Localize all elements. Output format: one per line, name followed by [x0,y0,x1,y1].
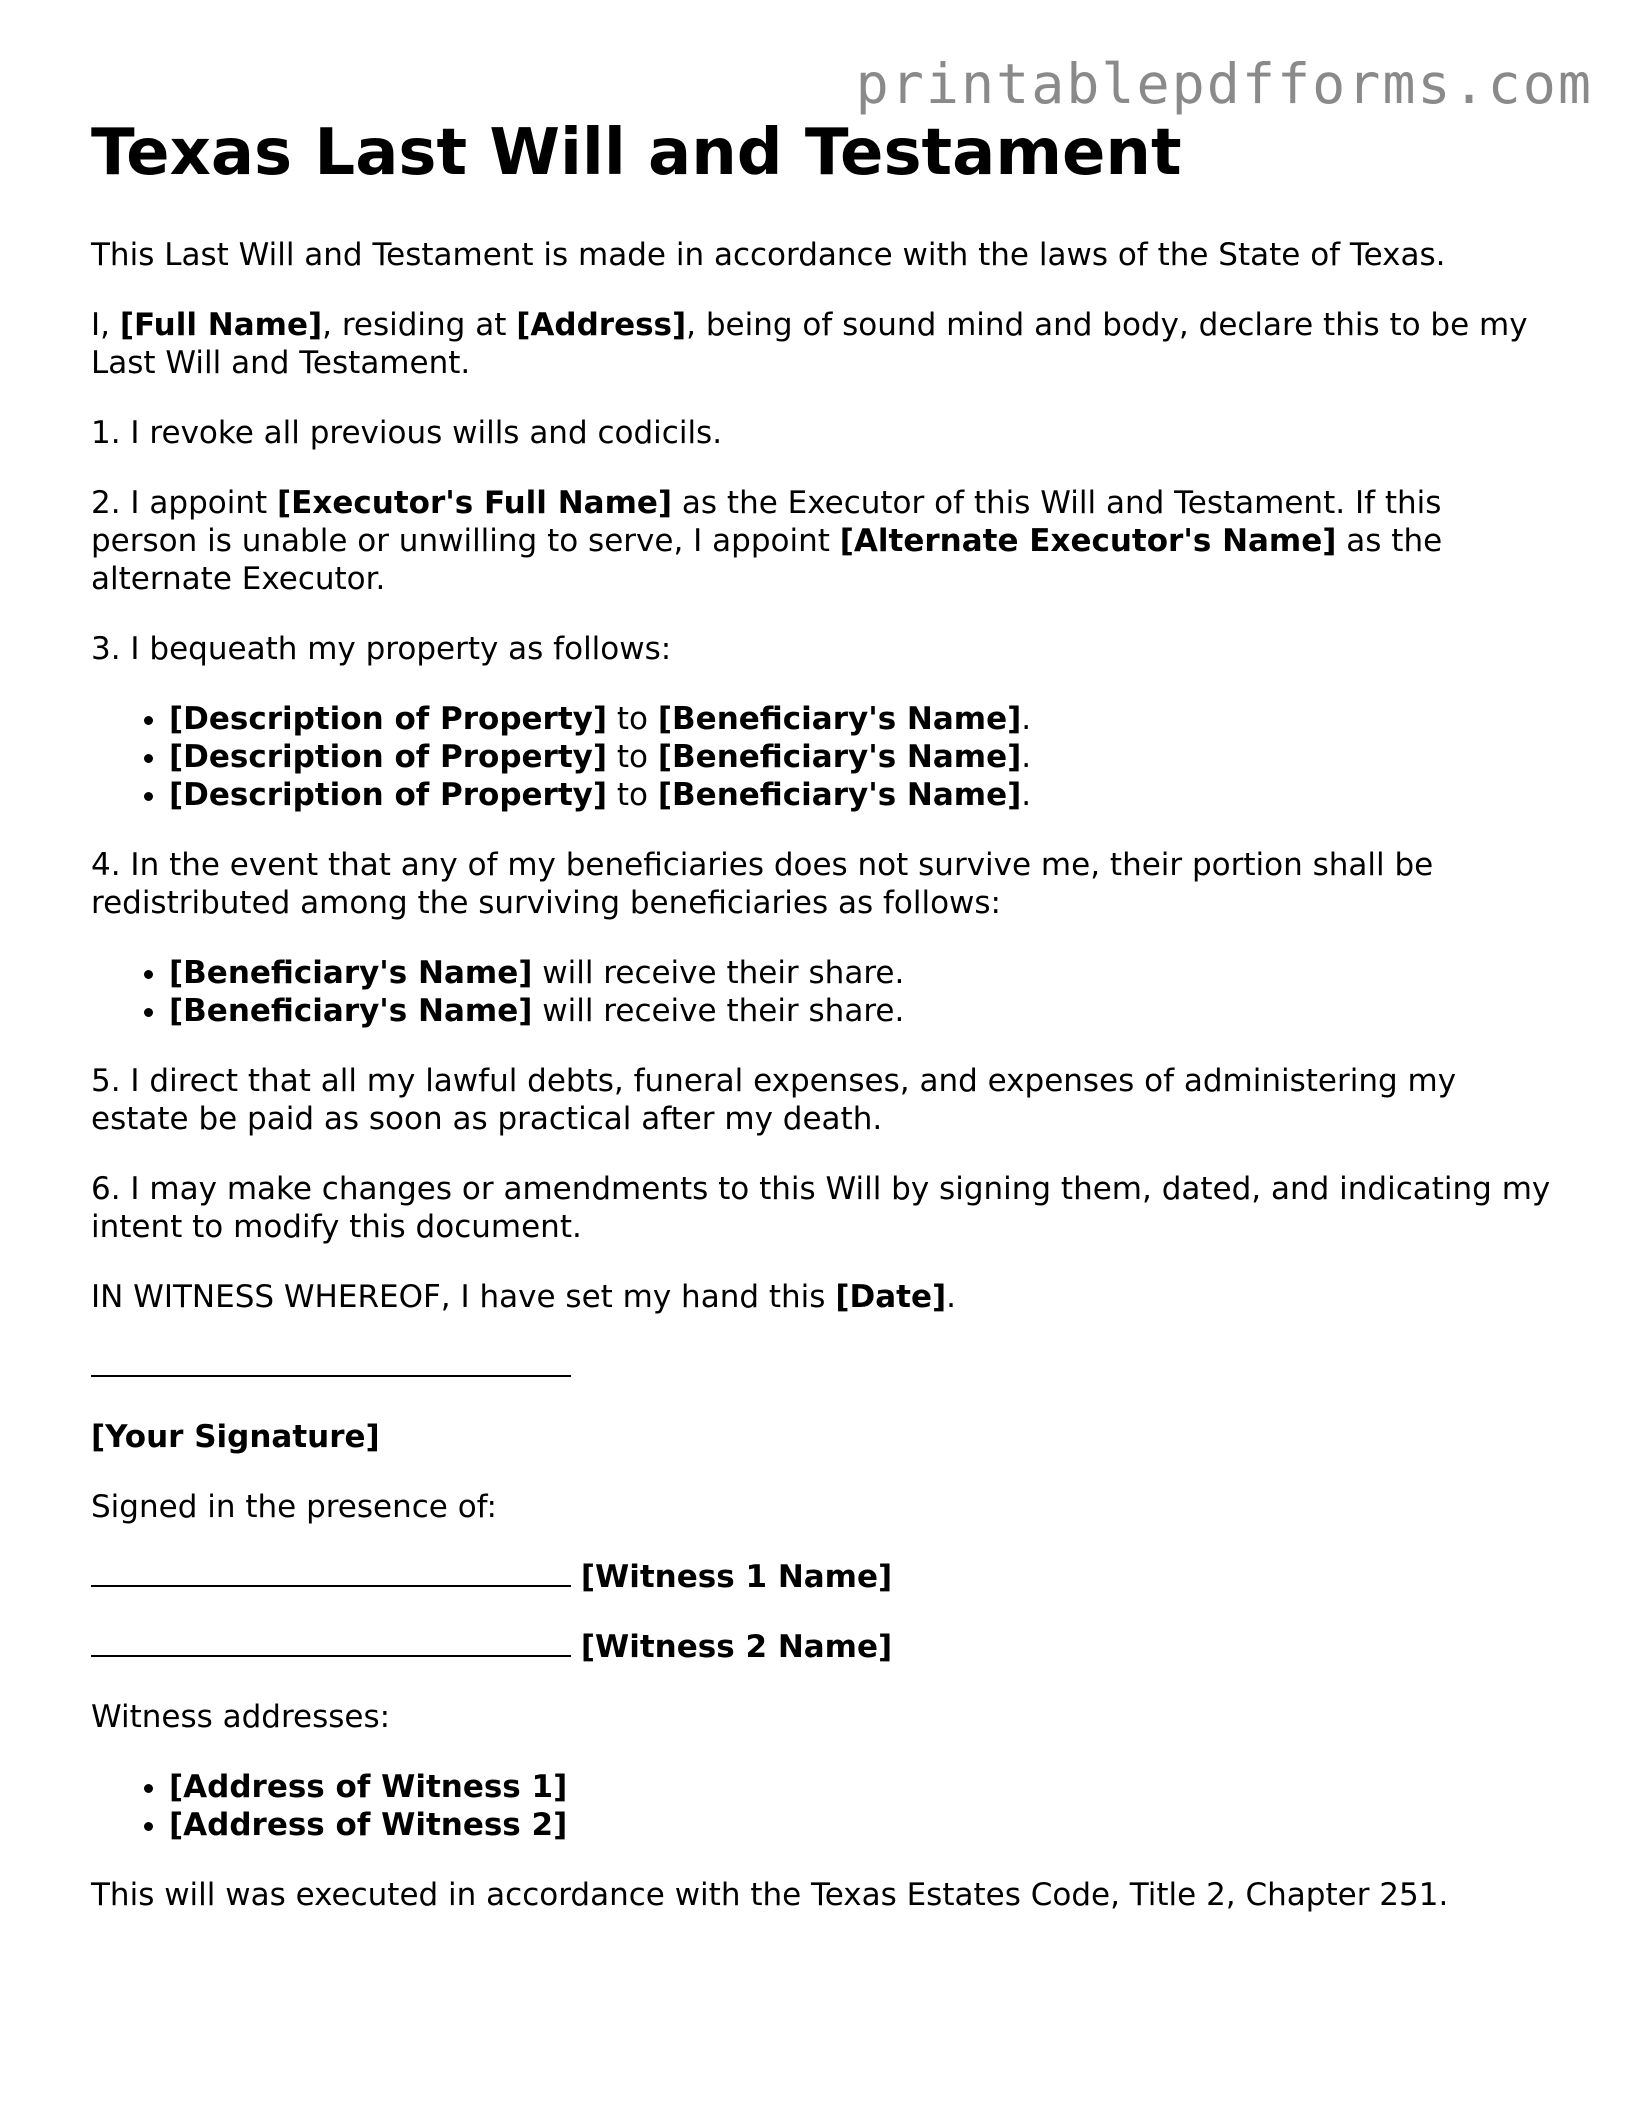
list-item [169,954,1551,992]
clause-6: 6. I may make changes or amendments to this Will by signing them, dated, and indicating my intent to modify this document. [91,1171,1551,1245]
clause-3: 3. I bequeath my property as follows: [91,631,672,667]
clause-1: 1. I revoke all previous wills and codicils. [91,415,723,451]
list-item [169,992,1551,1030]
bequest-to: to [607,701,658,737]
executor-placeholder: [Executor's Full Name] [277,485,673,521]
witness-whereof-prefix: IN WITNESS WHEREOF, I have set my hand this [91,1279,836,1315]
your-signature-placeholder: [Your Signature] [91,1419,380,1455]
witness-addresses-label: Witness addresses: [91,1699,391,1735]
witness-address-placeholder: [Address of Witness 1] [169,1769,568,1805]
property-placeholder: [Description of Property] [169,777,608,813]
beneficiary-placeholder: [Beneficiary's Name] [657,739,1022,775]
list-item [169,1768,1551,1806]
list-item [169,738,1551,776]
witness-1-signature-line[interactable] [91,1559,571,1587]
declaration-paragraph [91,306,1551,382]
closing-statement: This will was executed in accordance with the Texas Estates Code, Title 2, Chapter 251. [91,1877,1449,1913]
list-item [169,776,1551,814]
witness-1-name-placeholder: [Witness 1 Name] [580,1559,893,1595]
signed-presence: Signed in the presence of: [91,1489,497,1525]
bequest-list [91,700,1551,814]
clause-2-prefix: 2. I appoint [91,485,278,521]
redistribution-text: will receive their share. [532,955,905,991]
watermark: printablepdfforms.com [855,52,1593,116]
witness-2-row [91,1628,1551,1666]
witness-address-list [91,1768,1551,1844]
clause-2-suffix: as the alternate Executor. [91,523,1443,597]
bequest-end: . [1021,739,1032,775]
alternate-executor-placeholder: [Alternate Executor's Name] [839,523,1337,559]
property-placeholder: [Description of Property] [169,701,608,737]
address-placeholder: [Address] [516,307,687,343]
declaration-suffix: , being of sound mind and body, declare this to be my Last Will and Testament. [91,307,1528,381]
date-placeholder: [Date] [835,1279,947,1315]
signature-line[interactable] [91,1349,571,1377]
redistribution-list [91,954,1551,1030]
clause-2 [91,484,1551,598]
full-name-placeholder: [Full Name] [119,307,323,343]
your-signature-label [91,1418,1551,1456]
signature-line-block [91,1348,1551,1386]
beneficiary-placeholder: [Beneficiary's Name] [169,955,533,991]
bequest-end: . [1021,701,1032,737]
witness-1-row [91,1558,1551,1596]
beneficiary-placeholder: [Beneficiary's Name] [657,701,1022,737]
page-title: Texas Last Will and Testament [91,116,1182,190]
property-placeholder: [Description of Property] [169,739,608,775]
beneficiary-placeholder: [Beneficiary's Name] [169,993,533,1029]
list-item [169,700,1551,738]
clause-5: 5. I direct that all my lawful debts, funeral expenses, and expenses of administering my estate be paid as soon as practical after my death. [91,1063,1457,1137]
clause-4: 4. In the event that any of my beneficiaries does not survive me, their portion shall be redistributed among the surviving beneficiaries as follows: [91,847,1434,921]
declaration-prefix: I, [91,307,120,343]
witness-whereof-suffix: . [946,1279,957,1315]
declaration-mid: , residing at [322,307,517,343]
redistribution-text: will receive their share. [532,993,905,1029]
bequest-end: . [1021,777,1032,813]
witness-2-signature-line[interactable] [91,1629,571,1657]
beneficiary-placeholder: [Beneficiary's Name] [657,777,1022,813]
witness-address-placeholder: [Address of Witness 2] [169,1807,568,1843]
bequest-to: to [607,739,658,775]
witness-whereof [91,1278,1551,1316]
bequest-to: to [607,777,658,813]
witness-2-name-placeholder: [Witness 2 Name] [580,1629,893,1665]
document-body [91,108,1551,1946]
intro-paragraph: This Last Will and Testament is made in accordance with the laws of the State of Texas. [91,237,1446,273]
list-item [169,1806,1551,1844]
clause-2-mid: as the Executor of this Will and Testament. If this person is unable or unwilling to serve, I appoint [91,485,1442,559]
